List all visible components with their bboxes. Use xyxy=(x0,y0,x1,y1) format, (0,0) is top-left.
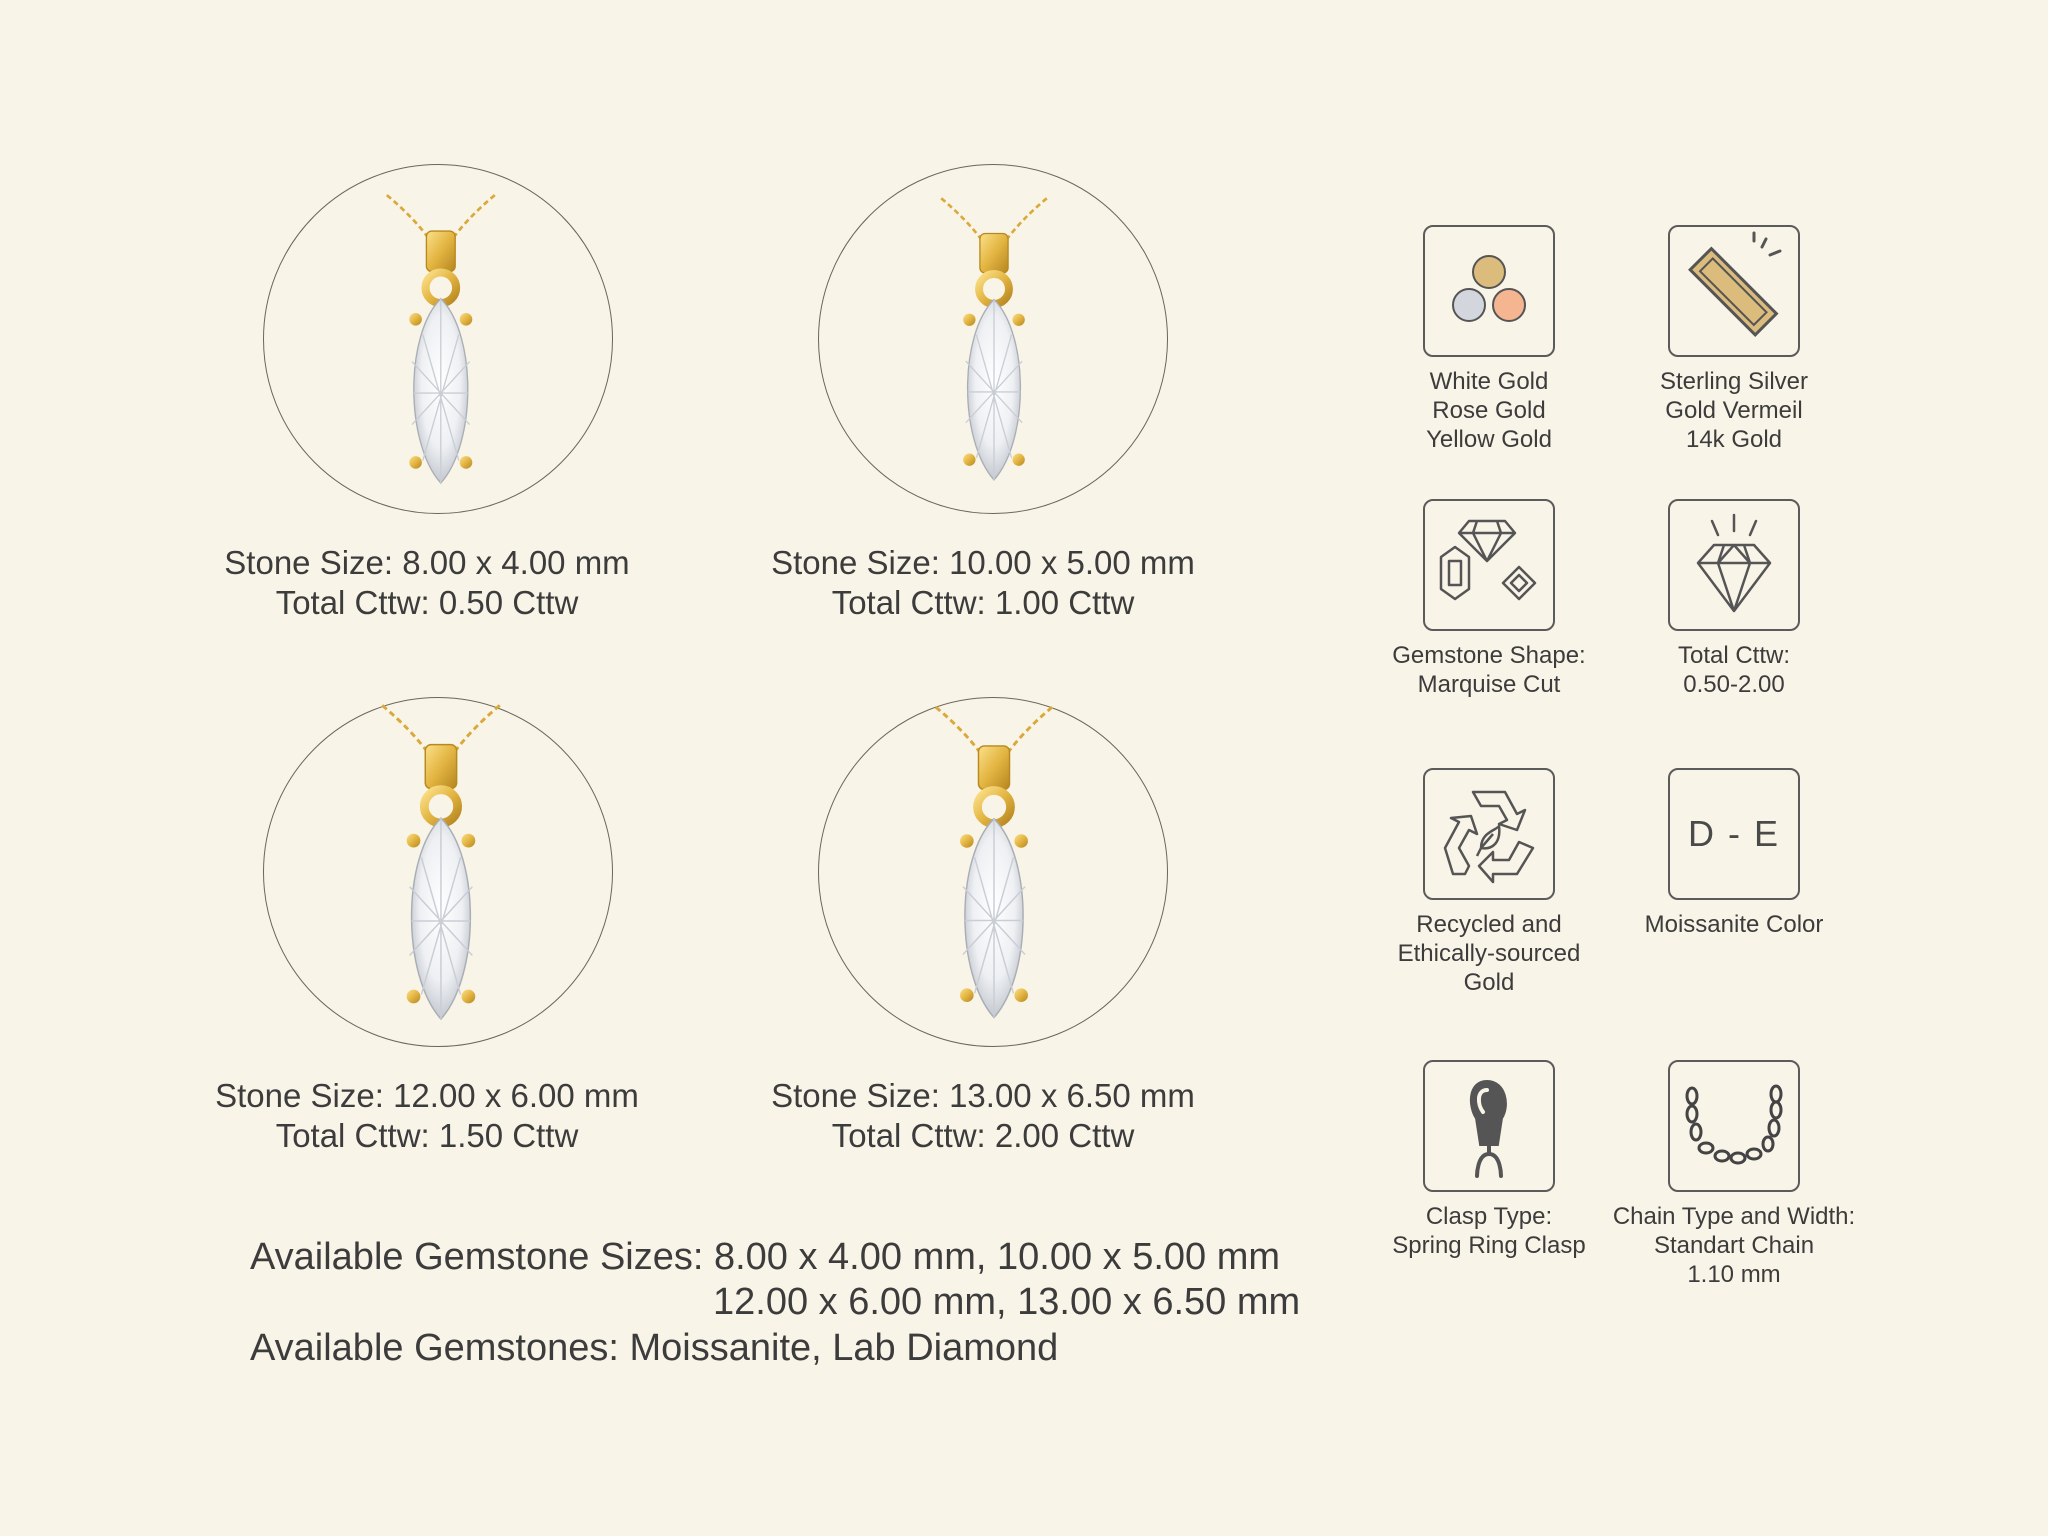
feature-line: Gold Vermeil xyxy=(1665,397,1803,424)
feature-line: 1.10 mm xyxy=(1687,1261,1781,1288)
feature-line: Rose Gold xyxy=(1432,397,1546,424)
feature-line: Ethically-sourced xyxy=(1397,940,1581,967)
available-sizes-line2: 12.00 x 6.00 mm, 13.00 x 6.50 mm xyxy=(713,1281,1301,1323)
stone-size-label: Stone Size: 12.00 x 6.00 mm xyxy=(215,1077,639,1114)
feature-line: Recycled and xyxy=(1416,911,1562,938)
stone-size-label: Stone Size: 13.00 x 6.50 mm xyxy=(771,1077,1195,1114)
marquise-pendant-icon xyxy=(264,165,614,515)
available-sizes-line1: Available Gemstone Sizes: 8.00 x 4.00 mm, 10.00 x 5.00 mm xyxy=(250,1236,1281,1278)
chain-icon xyxy=(1670,1062,1798,1190)
total-cttw-label: Total Cttw: 1.50 Cttw xyxy=(275,1117,579,1154)
gemstone-shapes-icon xyxy=(1425,501,1553,629)
feature-line: 14k Gold xyxy=(1685,426,1783,453)
feature-line: Marquise Cut xyxy=(1417,671,1561,698)
feature-line: Sterling Silver xyxy=(1659,368,1809,395)
feature-line: Gemstone Shape: xyxy=(1392,642,1586,669)
marquise-pendant-icon xyxy=(819,165,1169,515)
recycle-leaf-icon xyxy=(1425,770,1553,898)
feature-line: Chain Type and Width: xyxy=(1612,1203,1856,1230)
feature-line: Moissanite Color xyxy=(1644,911,1824,938)
feature-line: Gold xyxy=(1463,969,1515,996)
pendant-image xyxy=(818,164,1168,514)
color-grade-text: D - E xyxy=(1687,813,1780,854)
available-gemstones: Available Gemstones: Moissanite, Lab Diamond xyxy=(250,1327,1059,1369)
pendant-image xyxy=(263,164,613,514)
stone-size-label: Stone Size: 8.00 x 4.00 mm xyxy=(224,544,630,581)
sparkling-diamond-icon xyxy=(1670,501,1798,629)
marquise-pendant-icon xyxy=(264,698,614,1048)
stone-size-label: Stone Size: 10.00 x 5.00 mm xyxy=(771,544,1195,581)
feature-line: 0.50-2.00 xyxy=(1683,671,1785,698)
feature-line: Yellow Gold xyxy=(1426,426,1552,453)
total-cttw-label: Total Cttw: 0.50 Cttw xyxy=(275,584,579,621)
pendant-image xyxy=(263,697,613,1047)
pendant-image xyxy=(818,697,1168,1047)
metal-color-dots-icon xyxy=(1425,227,1553,355)
feature-line: Spring Ring Clasp xyxy=(1392,1232,1586,1259)
spring-ring-clasp-icon xyxy=(1425,1062,1553,1190)
feature-line: Clasp Type: xyxy=(1425,1203,1553,1230)
feature-line: Standart Chain xyxy=(1653,1232,1815,1259)
total-cttw-label: Total Cttw: 2.00 Cttw xyxy=(831,1117,1135,1154)
total-cttw-label: Total Cttw: 1.00 Cttw xyxy=(831,584,1135,621)
feature-line: Total Cttw: xyxy=(1677,642,1791,669)
feature-line: White Gold xyxy=(1429,368,1549,395)
marquise-pendant-icon xyxy=(819,698,1169,1048)
gold-bar-icon xyxy=(1670,227,1798,355)
